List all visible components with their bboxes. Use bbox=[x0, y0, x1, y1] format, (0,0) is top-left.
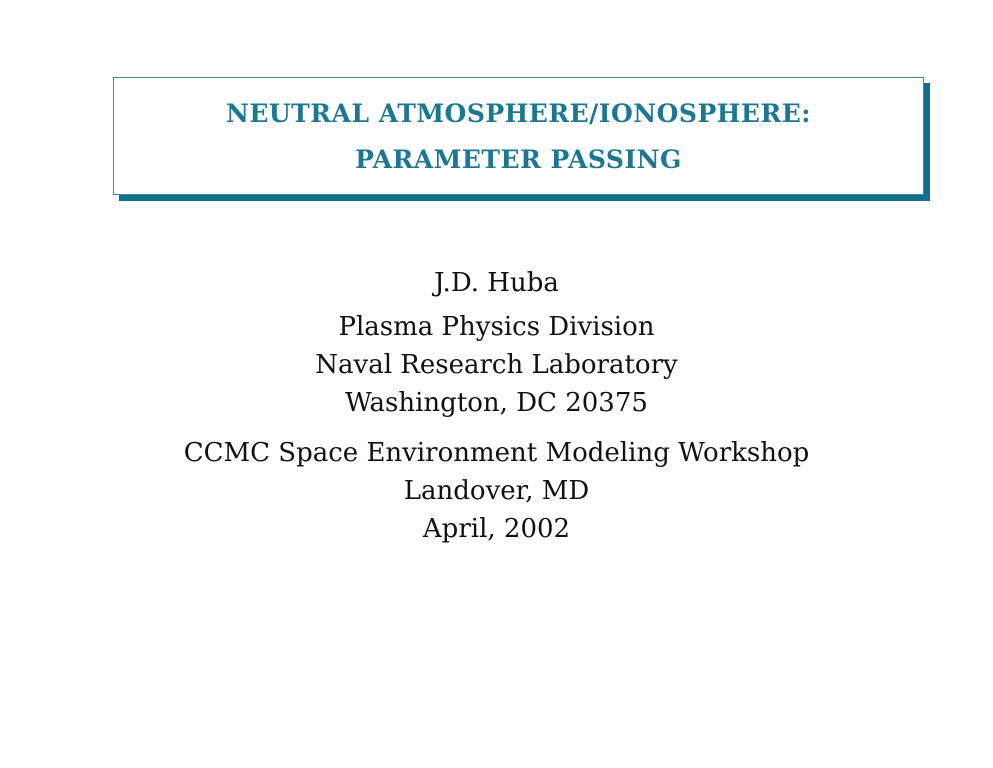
title-box bbox=[113, 77, 924, 195]
title-line-2: PARAMETER PASSING bbox=[355, 145, 682, 174]
author-name: J.D. Huba bbox=[434, 268, 559, 298]
slide-content bbox=[0, 264, 993, 548]
affiliation-block bbox=[0, 308, 993, 422]
affiliation-line-laboratory: Naval Research Laboratory bbox=[315, 350, 678, 380]
title-line-1: NEUTRAL ATMOSPHERE/IONOSPHERE: bbox=[225, 99, 812, 128]
affiliation-line-division: Plasma Physics Division bbox=[338, 312, 655, 342]
event-line-venue: Landover, MD bbox=[403, 476, 590, 506]
event-block bbox=[0, 434, 993, 548]
event-line-workshop: CCMC Space Environment Modeling Workshop bbox=[183, 438, 810, 468]
affiliation-line-location: Washington, DC 20375 bbox=[345, 388, 648, 418]
event-line-date: April, 2002 bbox=[422, 514, 571, 544]
